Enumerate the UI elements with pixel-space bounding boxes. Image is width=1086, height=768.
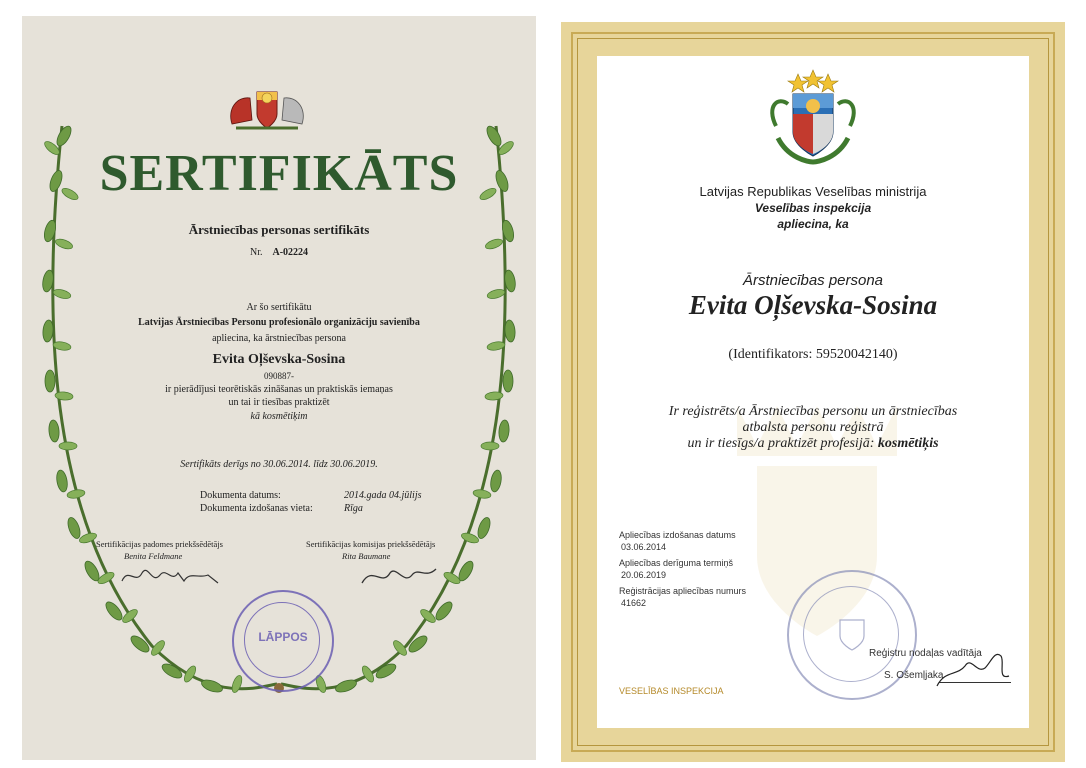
head-signature [931,646,1021,696]
footer-label: VESELĪBAS INSPEKCIJA [619,686,724,696]
sig2-name: Rita Baumane [342,551,391,561]
number-label: Nr. [249,247,263,258]
valid-until-label: Apliecības derīguma termiņš [619,558,734,568]
doc-date-value: 2014.gada 04.jūlijs [344,490,422,501]
role-label: Ārstniecības persona [742,272,884,289]
signature-1 [118,561,238,591]
stamp-center-text: LĀPPOS [258,630,308,644]
identifier: (Identifikators: 59520042140) [728,347,898,362]
number-value: A-02224 [272,247,309,258]
sig1-name: Benita Feldmane [124,551,183,561]
organization-stamp [232,590,334,692]
right-to-practice-line: un tai ir tiesības praktizēt [228,397,330,408]
intro-line: Ar šo sertifikātu [246,302,312,313]
register-line-2: atbalsta personu reģistrā [742,420,884,435]
doc-place-label: Dokumenta izdošanas vieta: [200,503,313,514]
reg-number-value: 41662 [621,598,647,608]
lapos-certificate [22,16,536,760]
issue-date-label: Apliecības izdošanas datums [619,530,736,540]
ministry-name: Latvijas Republikas Veselības ministrija [699,184,927,199]
register-line-3 [597,436,1029,452]
coat-of-arms-emblem [222,84,312,134]
sig2-role: Sertifikācijas komisijas priekšsēdētājs [306,539,436,549]
head-of-department-name: S. Ošemļjaka [884,670,944,681]
person-name: Evita Oļševska-Sosina [688,290,938,320]
organization-name: Latvijas Ārstniecības Personu profesionālo organizāciju savienība [138,317,420,328]
knowledge-line: ir pierādījusi teorētiskās zināšanas un praktiskās iemaņas [165,384,393,395]
signature-2 [352,561,442,591]
certificate-subtitle: Ārstniecības personas sertifikāts [188,222,370,237]
practice-text: un ir tiesīgs/a praktizēt profesijā: [687,436,875,451]
reg-number-label: Reģistrācijas apliecības numurs [619,586,747,596]
certificate-number [22,247,536,258]
certificate-title: SERTIFIKĀTS [99,145,459,202]
stamp-emblem [832,614,872,654]
issue-date-value: 03.06.2014 [621,542,667,552]
inspection-registration-certificate [561,22,1065,762]
head-of-department-label: Reģistru nodaļas vadītāja [869,648,982,659]
inspection-name: Veselības inspekcija [754,201,872,215]
latvian-coat-of-arms [758,66,868,166]
confirms-line: apliecina, ka ārstniecības persona [212,333,346,344]
confirms-line: apliecina, ka [777,217,849,231]
person-name: Evita Oļševska-Sosina [212,352,346,367]
certificate-body [597,56,1029,728]
doc-place-value: Rīga [344,503,363,514]
valid-until-value: 20.06.2019 [621,570,667,580]
validity-line: Sertifikāts derīgs no 30.06.2014. līdz 30.06.2019. [180,459,378,470]
person-code: 090887- [264,371,294,381]
profession: kā kosmētiķim [250,411,308,422]
profession: kosmētiķis [877,436,939,451]
sig1-role: Sertifikācijas padomes priekšsēdētājs [96,539,223,549]
doc-date-label: Dokumenta datums: [200,490,281,501]
register-line-1: Ir reģistrēts/a Ārstniecības personu un ārstniecības [668,404,958,419]
